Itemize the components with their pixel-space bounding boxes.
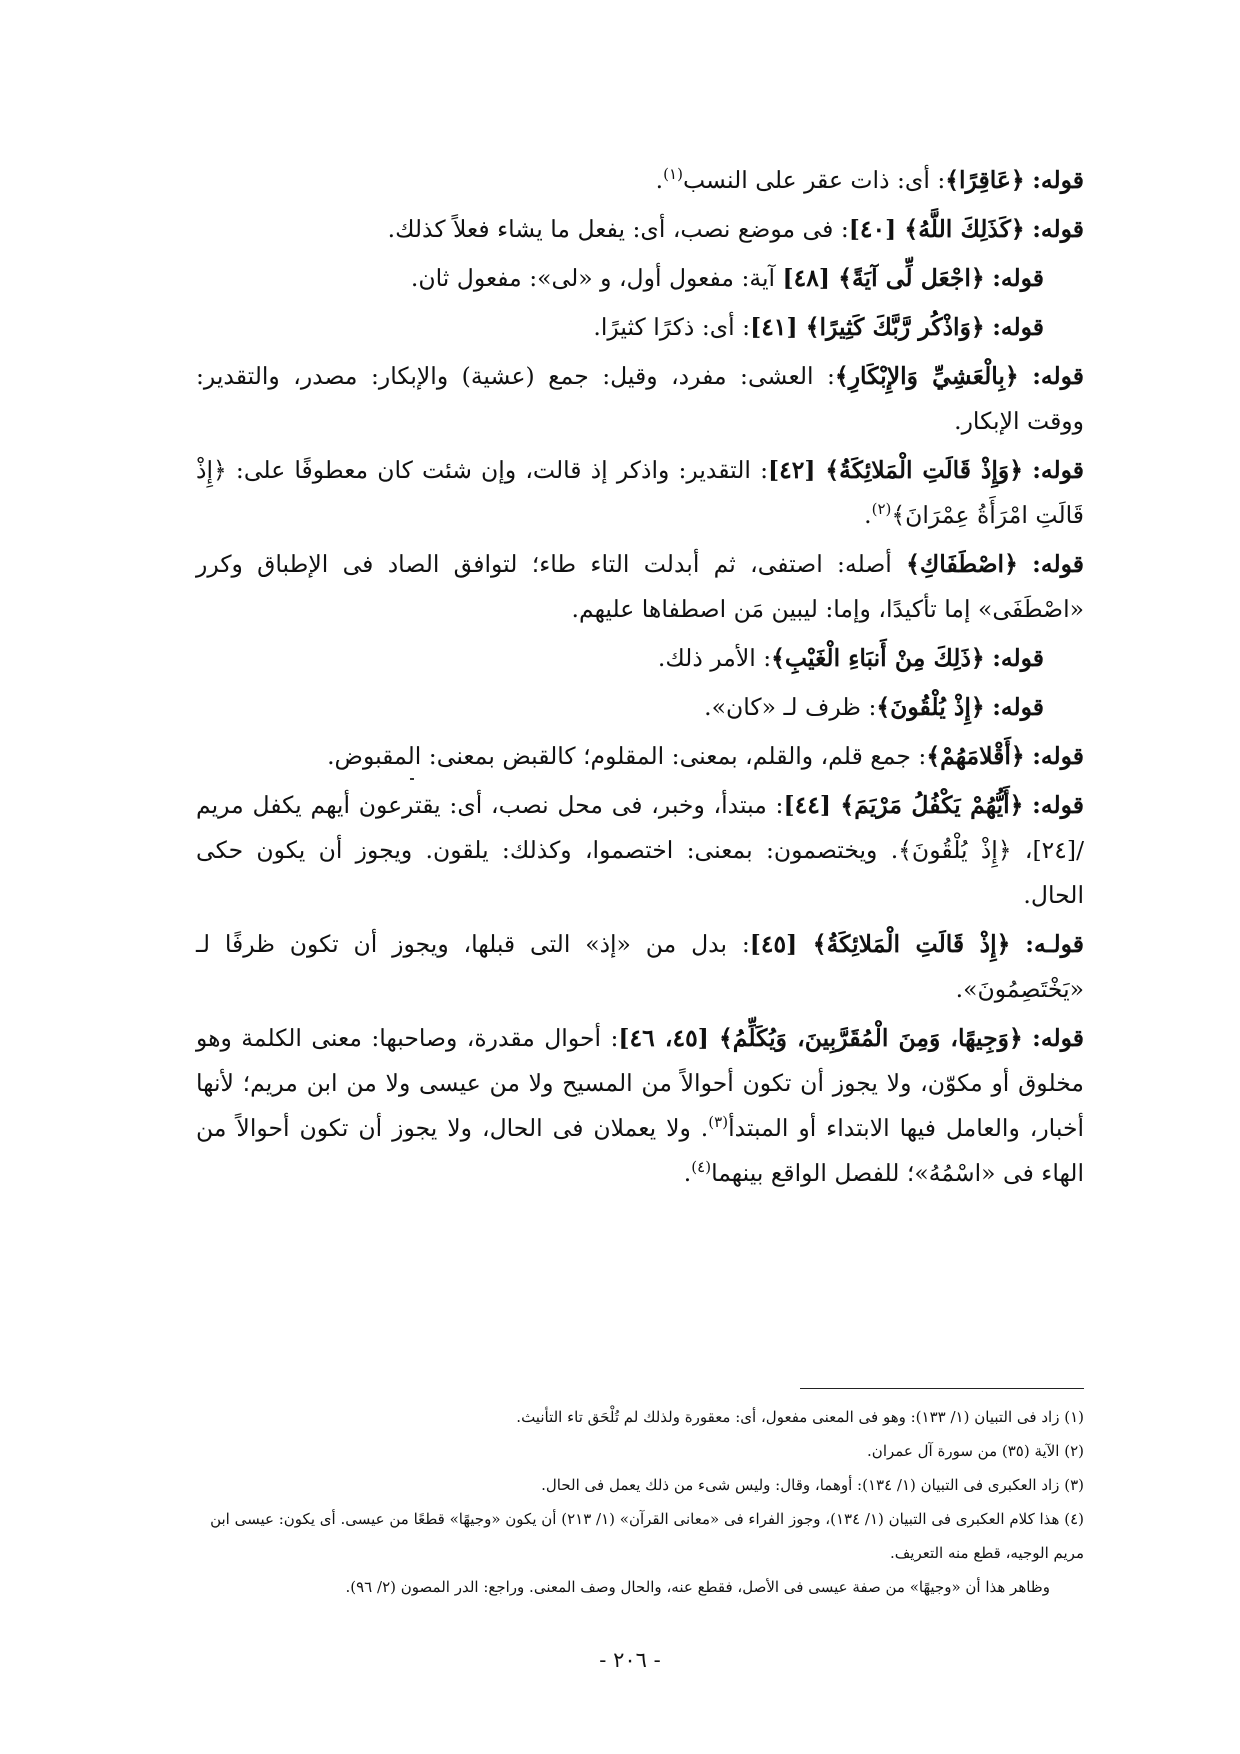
footnote-4-continuation: وظاهر هذا أن «وجيهًا» من صفة عيسى فى الأصل، فقطع عنه، والحال وصف المعنى. وراجع: الدر المصون (٢/ ٩٦). — [345, 1578, 1050, 1596]
paragraph-text: : مبتدأ، وخبر، فى محل نصب، أى: يقترعون أيهم يكفل مريم /[٢٤]، ﴿إِذْ يُلْقُونَ﴾. ويختصمون: بمعنى: اختصموا، وكذلك: يلقون. ويجوز أن يكون حكى الحال. — [196, 791, 1084, 909]
paragraph-text: : أحوال مقدرة، وصاحبها: معنى الكلمة وهو مخلوق أو مكوّن، ولا يجوز أن تكون أحوالاً من المسيح ولا من عيسى ولا من ابن مريم؛ لأنها أخبار، والعامل فيها الابتداء أو المبتدأ — [196, 1024, 1084, 1142]
quran-quote: ﴿اصْطَفَاكِ﴾ — [906, 550, 1018, 578]
paragraph-label: قوله: — [1032, 742, 1084, 770]
footnote-text: زاد العكبرى فى التبيان (١/ ١٣٤): أوهما، وقال: وليس شىء من ذلك يعمل فى الحال. — [541, 1476, 1060, 1494]
paragraph-tail: . — [864, 501, 872, 529]
paragraph-label: قوله: — [1032, 791, 1084, 819]
footnote-ref: (٢) — [871, 500, 892, 519]
paragraph-label: قوله: — [1032, 362, 1084, 390]
paragraph-tail: . — [683, 1159, 692, 1187]
paragraph-label: قوله: — [992, 644, 1044, 672]
paragraph-wajihan — [196, 1016, 1084, 1196]
paragraph-aqlamahum — [196, 734, 1084, 779]
quran-quote: ﴿اجْعَل لِّى آيَةً﴾ [٤٨] — [782, 264, 985, 292]
paragraph-label: قوله: — [992, 264, 1044, 292]
footnote-number: (٢) — [1064, 1442, 1084, 1460]
footnote-3 — [206, 1468, 1084, 1502]
page-number: - ٢٠٦ - — [599, 1648, 661, 1672]
paragraph-text: : أى: ذكرًا كثيرًا. — [593, 313, 751, 341]
paragraph-text: : أى: ذات عقر على النسب — [682, 166, 946, 194]
paragraph-label: قوله: — [1032, 166, 1084, 194]
paragraph-ijal — [196, 256, 1084, 301]
footnote-number: (١) — [1064, 1408, 1084, 1426]
paragraph-label: قوله: — [992, 693, 1044, 721]
paragraph-ayyuhum — [196, 783, 1084, 918]
paragraph-text: : العشى: مفرد، وقيل: جمع (عشية) والإبكار: مصدر، والتقدير: ووقت الإبكار. — [196, 362, 1084, 435]
paragraph-istafaki — [196, 542, 1084, 632]
paragraph-text-2: . ولا يعملان فى الحال، ولا يجوز أن تكون أحوالاً من الهاء فى «اسْمُهُ»؛ للفصل الواقع بينهما — [196, 1114, 1084, 1187]
quran-quote: ﴿كَذَلِكَ اللَّهُ﴾ [٤٠] — [848, 215, 1025, 243]
quran-quote: ﴿وَإِذْ قَالَتِ الْمَلائِكَةُ﴾ [٤٢] — [768, 456, 1024, 484]
quran-quote: ﴿إِذْ يُلْقُونَ﴾ — [876, 693, 985, 721]
footnote-ref: (٤) — [691, 1158, 712, 1177]
footnote-separator — [800, 1388, 1084, 1389]
paragraph-label: قوله: — [992, 313, 1044, 341]
footnote-ref: (٣) — [708, 1113, 729, 1132]
paragraph-idh-qalat-almalaika — [196, 922, 1084, 1012]
paragraph-text: أصله: اصتفى، ثم أبدلت التاء طاء؛ لتوافق الصاد فى الإطباق وكرر «اصْطَفَى» إما تأكيدًا، وإما: ليبين مَن اصطفاها عليهم. — [196, 550, 1084, 623]
footnote-ref: (١) — [663, 165, 683, 184]
print-speck — [410, 778, 414, 780]
paragraph-label: قوله: — [1032, 550, 1084, 578]
footnote-text: الآية (٣٥) من سورة آل عمران. — [867, 1442, 1060, 1460]
paragraph-tail: . — [655, 166, 664, 194]
paragraph-waidh-qalat — [196, 448, 1084, 538]
footnote-4 — [206, 1502, 1084, 1570]
quran-quote: ﴿أَقْلامَهُمْ﴾ — [926, 742, 1025, 770]
paragraph-label: قوله: — [1032, 1024, 1084, 1052]
paragraph-dhalika-min-anba — [196, 636, 1084, 681]
footnote-text: هذا كلام العكبرى فى التبيان (١/ ١٣٤)، وجوز الفراء فى «معانى القرآن» (١/ ٢١٣) أن يكون «وجيهًا» قطعًا من عيسى. أى يكون: عيسى ابن مريم الوجيه، قطع منه التعريف. — [210, 1510, 1084, 1562]
quran-quote: ﴿وَجِيهًا، وَمِنَ الْمُقَرَّبِينَ، وَيُكَلِّمُ﴾ [٤٥، ٤٦] — [618, 1024, 1023, 1052]
footnote-number: (٣) — [1064, 1476, 1084, 1494]
main-text — [196, 158, 1084, 1200]
quran-quote: ﴿وَاذْكُر رَّبَّكَ كَثِيرًا﴾ [٤١] — [750, 313, 985, 341]
paragraph-label: قوله: — [1032, 215, 1084, 243]
paragraph-text: آية: مفعول أول، و «لى»: مفعول ثان. — [410, 264, 783, 292]
paragraph-label: قوله: — [1032, 456, 1084, 484]
paragraph-text: : بدل من «إذ» التى قبلها، ويجوز أن تكون ظرفًا لـ «يَخْتَصِمُونَ». — [196, 930, 1084, 1003]
paragraph-text: : الأمر ذلك. — [657, 644, 772, 672]
quran-quote: ﴿ذَلِكَ مِنْ أَنبَاءِ الْغَيْبِ﴾ — [771, 644, 985, 672]
paragraph-aqiran — [196, 158, 1084, 203]
paragraph-kadhalika — [196, 207, 1084, 252]
footnote-2 — [206, 1434, 1084, 1468]
paragraph-text: : ظرف لـ «كان». — [704, 693, 877, 721]
quran-quote: ﴿بِالْعَشِيِّ وَالإِبْكَارِ﴾ — [834, 362, 1019, 390]
paragraph-text: : التقدير: واذكر إذ قالت، وإن شئت كان معطوفًا على: ﴿إِذْ قَالَتِ امْرَأَةُ عِمْرَانَ﴾ — [196, 456, 1084, 529]
footnotes — [206, 1400, 1084, 1604]
paragraph-bilashiyy — [196, 354, 1084, 444]
paragraph-idh-yulquna — [196, 685, 1084, 730]
quran-quote: ﴿عَاقِرًا﴾ — [945, 166, 1025, 194]
quran-quote: ﴿إِذْ قَالَتِ الْمَلائِكَةُ﴾ [٤٥] — [749, 930, 1011, 958]
paragraph-text: : جمع قلم، والقلم، بمعنى: المقلوم؛ كالقبض بمعنى: المقبوض. — [327, 742, 927, 770]
footnote-1 — [206, 1400, 1084, 1434]
footnote-number: (٤) — [1064, 1510, 1084, 1528]
paragraph-wadhkur — [196, 305, 1084, 350]
footnote-text: زاد فى التبيان (١/ ١٣٣): وهو فى المعنى مفعول، أى: معقورة ولذلك لم تُلْحَق تاء التأنيث. — [516, 1408, 1060, 1426]
paragraph-text: : فى موضع نصب، أى: يفعل ما يشاء فعلاً كذلك. — [387, 215, 849, 243]
quran-quote: ﴿أَيُّهُمْ يَكْفُلُ مَرْيَمَ﴾ [٤٤] — [783, 791, 1024, 819]
paragraph-label: قولـه: — [1025, 930, 1084, 958]
